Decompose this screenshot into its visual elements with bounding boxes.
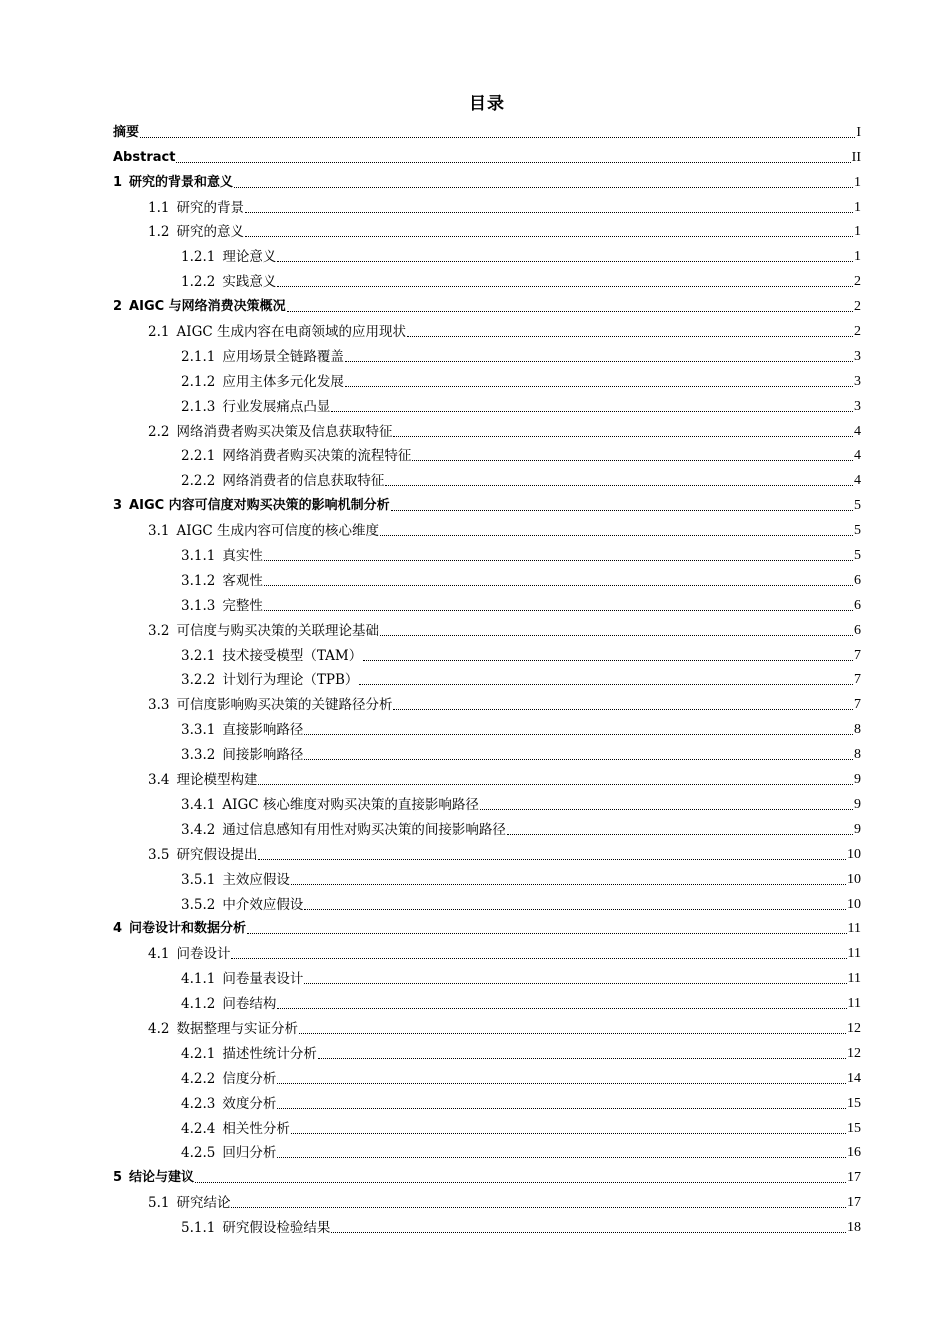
toc-entry-page-number: 10: [847, 896, 861, 912]
toc-entry-page-number: 11: [847, 921, 861, 937]
toc-entry[interactable]: [113, 1088, 861, 1113]
toc-dot-leader: [304, 734, 853, 735]
toc-entry-label: 可信度与购买决策的关联理论基础: [176, 622, 379, 639]
toc-entry-number: 4.2.2: [181, 1070, 216, 1087]
toc-entry-number: 2.1.2: [181, 373, 216, 390]
toc-dot-leader: [345, 361, 853, 362]
toc-entry-label: 描述性统计分析: [222, 1045, 317, 1062]
toc-entry-number: 3.3.2: [181, 747, 216, 764]
toc-entry-number: 3: [113, 498, 123, 514]
toc-dot-leader: [277, 1008, 846, 1009]
toc-entry-page-number: 9: [854, 772, 861, 788]
toc-dot-leader: [195, 1182, 846, 1183]
toc-entry-label: 理论模型构建: [176, 772, 258, 789]
toc-entry[interactable]: [113, 241, 861, 266]
toc-entry[interactable]: [113, 291, 861, 316]
toc-entry[interactable]: [113, 515, 861, 540]
toc-entry-page-number: 15: [847, 1120, 861, 1136]
toc-entry-page-number: 6: [854, 572, 861, 588]
toc-entry-page-number: 11: [847, 971, 861, 987]
toc-entry[interactable]: [113, 1212, 861, 1237]
toc-entry-number: 4.1.1: [181, 971, 216, 988]
toc-entry-page-number: 9: [854, 796, 861, 812]
toc-entry-label: AIGC 核心维度对购买决策的直接影响路径: [222, 796, 479, 813]
toc-dot-leader: [231, 958, 846, 959]
toc-entry-label: AIGC 内容可信度对购买决策的影响机制分析: [129, 498, 390, 514]
toc-entry[interactable]: [113, 938, 861, 963]
toc-entry[interactable]: [113, 341, 861, 366]
toc-dot-leader: [234, 187, 853, 188]
toc-entry-number: 2.1.3: [181, 398, 216, 415]
toc-entry-page-number: 4: [854, 448, 861, 464]
toc-entry-page-number: 3: [854, 373, 861, 389]
toc-entry-label: 相关性分析: [222, 1120, 290, 1137]
toc-entry[interactable]: [113, 963, 861, 988]
toc-entry-label: 网络消费者的信息获取特征: [222, 473, 385, 490]
toc-entry-number: 3.1.2: [181, 572, 216, 589]
toc-entry[interactable]: [113, 665, 861, 690]
toc-entry-label: 问卷结构: [222, 996, 277, 1013]
toc-entry-page-number: 7: [854, 647, 861, 663]
toc-entry-page-number: 8: [854, 722, 861, 738]
toc-entry[interactable]: [113, 192, 861, 217]
toc-dot-leader: [264, 560, 853, 561]
toc-entry-number: 3.5: [148, 846, 170, 863]
toc-entry-page-number: 8: [854, 747, 861, 763]
toc-dot-leader: [277, 261, 853, 262]
toc-entry-number: 3.3.1: [181, 722, 216, 739]
toc-entry-page-number: I: [856, 124, 861, 140]
toc-entry-page-number: 4: [854, 473, 861, 489]
toc-entry[interactable]: [113, 565, 861, 590]
toc-entry-number: 4.2.1: [181, 1045, 216, 1062]
toc-entry[interactable]: [113, 1162, 861, 1187]
toc-entry-number: 2.1: [148, 324, 170, 341]
toc-dot-leader: [393, 436, 853, 437]
toc-entry-page-number: 1: [854, 199, 861, 215]
toc-entry-page-number: 17: [847, 1195, 861, 1211]
toc-entry[interactable]: [113, 540, 861, 565]
toc-entry-number: 3.5.1: [181, 871, 216, 888]
toc-entry-number: 3.1.1: [181, 548, 216, 565]
toc-dot-leader: [291, 1133, 846, 1134]
toc-entry-label: 研究的背景: [176, 199, 244, 216]
toc-entry-label: 研究假设提出: [176, 846, 258, 863]
toc-entry[interactable]: [113, 416, 861, 441]
toc-entry-page-number: 1: [854, 174, 861, 190]
toc-entry-number: 4.2: [148, 1020, 170, 1037]
toc-entry[interactable]: [113, 316, 861, 341]
toc-entry-page-number: 15: [847, 1095, 861, 1111]
toc-entry-label: 研究假设检验结果: [222, 1220, 331, 1237]
toc-entry[interactable]: [113, 117, 861, 142]
toc-dot-leader: [264, 585, 853, 586]
toc-entry-label: 信度分析: [222, 1070, 277, 1087]
toc-entry-number: 3.4.2: [181, 821, 216, 838]
toc-entry-number: 3.2.1: [181, 647, 216, 664]
toc-entry-page-number: 2: [854, 274, 861, 290]
toc-dot-leader: [277, 286, 853, 287]
toc-dot-leader: [407, 336, 853, 337]
toc-entry-page-number: 14: [847, 1070, 861, 1086]
toc-entry[interactable]: [113, 465, 861, 490]
toc-entry-label: 行业发展痛点凸显: [222, 398, 331, 415]
toc-entry-page-number: 7: [854, 672, 861, 688]
toc-entry[interactable]: [113, 764, 861, 789]
toc-entry-number: 2: [113, 299, 123, 315]
toc-entry[interactable]: [113, 1013, 861, 1038]
toc-entry-label: 中介效应假设: [222, 896, 304, 913]
toc-list: [113, 117, 861, 1237]
toc-entry-number: 4.2.5: [181, 1145, 216, 1162]
toc-entry-number: 1.2.1: [181, 249, 216, 266]
toc-entry-page-number: 3: [854, 398, 861, 414]
toc-dot-leader: [277, 1083, 846, 1084]
toc-entry-label: 研究的意义: [176, 224, 244, 241]
toc-dot-leader: [277, 1108, 846, 1109]
toc-entry-label: Abstract: [113, 149, 176, 165]
toc-entry-label: 计划行为理论（TPB）: [222, 672, 359, 689]
toc-entry-number: 3.5.2: [181, 896, 216, 913]
toc-entry-label: 可信度影响购买决策的关键路径分析: [176, 697, 393, 714]
toc-entry-page-number: 6: [854, 622, 861, 638]
toc-dot-leader: [245, 236, 853, 237]
toc-entry-page-number: 4: [854, 423, 861, 439]
toc-entry-label: 问卷设计和数据分析: [129, 921, 247, 937]
toc-dot-leader: [393, 709, 853, 710]
toc-entry-number: 5: [113, 1170, 123, 1186]
toc-dot-leader: [264, 610, 853, 611]
toc-dot-leader: [331, 1232, 846, 1233]
toc-entry[interactable]: [113, 1187, 861, 1212]
toc-entry-number: 4.1: [148, 946, 170, 963]
toc-entry-number: 3.1.3: [181, 597, 216, 614]
toc-entry-number: 1.2.2: [181, 274, 216, 291]
toc-dot-leader: [331, 411, 853, 412]
toc-entry-page-number: 1: [854, 224, 861, 240]
toc-entry[interactable]: [113, 1138, 861, 1163]
toc-entry-page-number: 18: [847, 1220, 861, 1236]
toc-entry[interactable]: [113, 142, 861, 167]
toc-entry[interactable]: [113, 615, 861, 640]
toc-entry[interactable]: [113, 739, 861, 764]
toc-dot-leader: [176, 162, 850, 163]
toc-entry-page-number: 16: [847, 1145, 861, 1161]
toc-dot-leader: [304, 759, 853, 760]
toc-title: 目录: [469, 94, 505, 114]
toc-entry-label: 完整性: [222, 597, 263, 614]
toc-entry[interactable]: [113, 266, 861, 291]
toc-entry-label: 结论与建议: [129, 1170, 195, 1186]
toc-dot-leader: [291, 884, 846, 885]
toc-entry-page-number: 11: [847, 996, 861, 1012]
toc-entry-page-number: 5: [854, 498, 861, 514]
toc-entry-label: 真实性: [222, 548, 263, 565]
toc-entry-page-number: 6: [854, 597, 861, 613]
toc-entry[interactable]: [113, 889, 861, 914]
toc-dot-leader: [258, 784, 853, 785]
toc-entry-number: 4.2.4: [181, 1120, 216, 1137]
toc-entry[interactable]: [113, 1038, 861, 1063]
toc-entry-label: 回归分析: [222, 1145, 277, 1162]
toc-entry-label: 网络消费者购买决策的流程特征: [222, 448, 412, 465]
toc-dot-leader: [245, 212, 853, 213]
toc-entry-number: 4.2.3: [181, 1095, 216, 1112]
toc-entry-number: 2.2.2: [181, 473, 216, 490]
toc-entry-label: AIGC 生成内容可信度的核心维度: [176, 523, 379, 540]
toc-entry[interactable]: [113, 789, 861, 814]
toc-entry-label: 直接影响路径: [222, 722, 304, 739]
toc-entry-label: AIGC 生成内容在电商领域的应用现状: [176, 324, 406, 341]
toc-dot-leader: [247, 933, 846, 934]
toc-entry[interactable]: [113, 839, 861, 864]
toc-entry-label: 应用主体多元化发展: [222, 373, 344, 390]
toc-entry[interactable]: [113, 391, 861, 416]
toc-dot-leader: [480, 809, 853, 810]
toc-entry-label: 研究结论: [176, 1195, 231, 1212]
toc-entry-page-number: 9: [854, 821, 861, 837]
toc-entry-label: 客观性: [222, 572, 263, 589]
toc-dot-leader: [380, 635, 853, 636]
toc-entry-label: 应用场景全链路覆盖: [222, 348, 344, 365]
toc-dot-leader: [304, 909, 846, 910]
toc-entry-label: 网络消费者购买决策及信息获取特征: [176, 423, 393, 440]
toc-entry-number: 5.1: [148, 1195, 170, 1212]
toc-entry[interactable]: [113, 167, 861, 192]
toc-entry[interactable]: [113, 914, 861, 939]
toc-entry[interactable]: [113, 590, 861, 615]
toc-entry[interactable]: [113, 1063, 861, 1088]
toc-entry-label: 通过信息感知有用性对购买决策的间接影响路径: [222, 821, 506, 838]
toc-entry-number: 3.4.1: [181, 796, 216, 813]
toc-entry-page-number: 2: [854, 324, 861, 340]
toc-entry-number: 1.2: [148, 224, 170, 241]
toc-entry[interactable]: [113, 217, 861, 242]
toc-entry-label: 间接影响路径: [222, 747, 304, 764]
toc-entry-number: 1.1: [148, 199, 170, 216]
toc-entry[interactable]: [113, 814, 861, 839]
toc-dot-leader: [380, 535, 853, 536]
toc-dot-leader: [363, 660, 853, 661]
toc-entry-number: 5.1.1: [181, 1220, 216, 1237]
toc-entry-number: 4: [113, 921, 123, 937]
toc-entry-page-number: 12: [847, 1020, 861, 1036]
toc-entry-number: 2.2.1: [181, 448, 216, 465]
toc-dot-leader: [385, 485, 853, 486]
toc-entry[interactable]: [113, 490, 861, 515]
toc-entry-label: 摘要: [113, 124, 140, 140]
toc-entry[interactable]: [113, 441, 861, 466]
toc-entry-number: 2.1.1: [181, 348, 216, 365]
toc-entry-label: 实践意义: [222, 274, 277, 291]
toc-dot-leader: [345, 386, 853, 387]
toc-entry-number: 3.2: [148, 622, 170, 639]
toc-entry[interactable]: [113, 689, 861, 714]
toc-entry-label: 技术接受模型（TAM）: [222, 647, 363, 664]
toc-dot-leader: [258, 859, 846, 860]
toc-entry[interactable]: [113, 988, 861, 1013]
toc-entry-number: 3.4: [148, 772, 170, 789]
toc-entry-page-number: 2: [854, 299, 861, 315]
toc-dot-leader: [412, 460, 853, 461]
toc-entry-number: 3.2.2: [181, 672, 216, 689]
toc-dot-leader: [299, 1033, 846, 1034]
toc-dot-leader: [231, 1207, 846, 1208]
toc-entry-label: AIGC 与网络消费决策概况: [129, 299, 286, 315]
toc-entry-number: 3.3: [148, 697, 170, 714]
toc-entry-label: 主效应假设: [222, 871, 290, 888]
toc-entry[interactable]: [113, 366, 861, 391]
toc-entry-number: 3.1: [148, 523, 170, 540]
toc-dot-leader: [391, 510, 853, 511]
toc-entry-label: 效度分析: [222, 1095, 277, 1112]
toc-entry-page-number: 10: [847, 871, 861, 887]
toc-entry-number: 4.1.2: [181, 996, 216, 1013]
toc-entry-page-number: 7: [854, 697, 861, 713]
toc-dot-leader: [359, 684, 853, 685]
toc-entry-page-number: 1: [854, 249, 861, 265]
toc-dot-leader: [287, 311, 853, 312]
toc-entry-label: 问卷量表设计: [222, 971, 304, 988]
toc-entry-page-number: 5: [854, 548, 861, 564]
toc-entry-number: 1: [113, 174, 123, 190]
toc-entry-page-number: 10: [847, 846, 861, 862]
toc-entry-page-number: 3: [854, 348, 861, 364]
toc-dot-leader: [304, 983, 846, 984]
toc-dot-leader: [140, 137, 855, 138]
toc-entry-label: 研究的背景和意义: [129, 174, 234, 190]
toc-dot-leader: [318, 1058, 846, 1059]
toc-entry[interactable]: [113, 1113, 861, 1138]
toc-entry[interactable]: [113, 640, 861, 665]
toc-entry[interactable]: [113, 864, 861, 889]
toc-entry-number: 2.2: [148, 423, 170, 440]
toc-entry-label: 数据整理与实证分析: [176, 1020, 298, 1037]
toc-entry-page-number: 11: [847, 946, 861, 962]
toc-dot-leader: [277, 1157, 846, 1158]
toc-entry[interactable]: [113, 714, 861, 739]
toc-entry-page-number: 5: [854, 523, 861, 539]
toc-entry-page-number: 17: [847, 1170, 861, 1186]
toc-entry-page-number: II: [851, 149, 861, 165]
toc-entry-label: 问卷设计: [176, 946, 231, 963]
toc-entry-page-number: 12: [847, 1045, 861, 1061]
toc-dot-leader: [507, 834, 853, 835]
toc-entry-label: 理论意义: [222, 249, 277, 266]
